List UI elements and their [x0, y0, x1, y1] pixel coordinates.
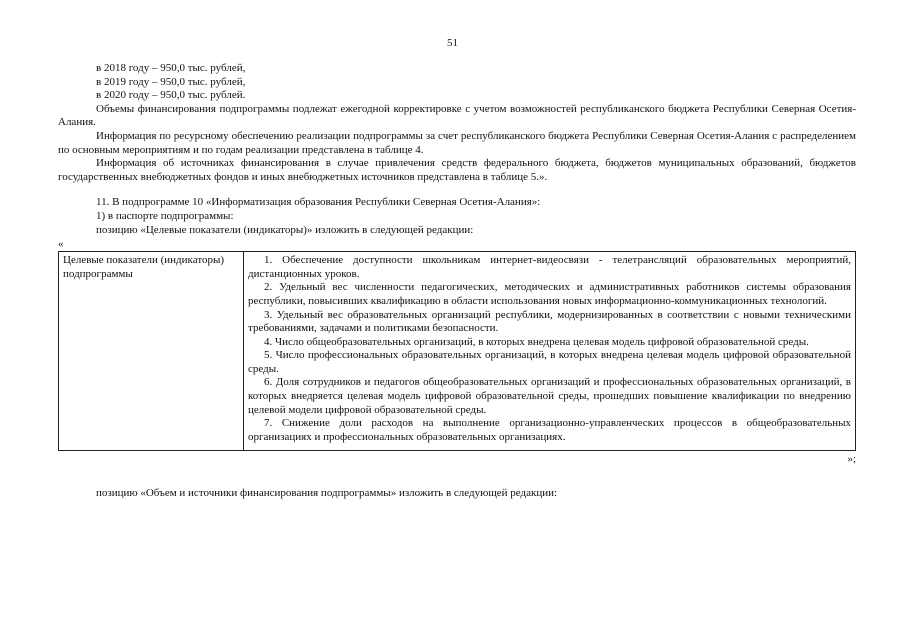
paragraph-financing-adjustment: Объемы финансирования подпрограммы подлежат ежегодной корректировке с учетом возможностей республиканского бюджета Республики Северная Осетия-Алания.	[58, 102, 856, 129]
indicator-item-3: 3. Удельный вес образовательных организаций республики, модернизированных в соответствии с новыми техническими требованиями, задачами и политиками безопасности.	[248, 308, 851, 335]
opening-quote: «	[58, 238, 64, 251]
indicator-item-7: 7. Снижение доли расходов на выполнение организационно-управленческих процессов в общеобразовательных организациях и профессиональных образовательных организациях.	[248, 417, 851, 443]
indicator-item-6: 6. Доля сотрудников и педагогов общеобразовательных организаций и профессиональных образовательных организаций, в которых внедряется целевая модель цифровой образовательной среды, прошедших повышение квалификации по внедрению целевой модели цифровой образовательной среды.	[248, 376, 851, 416]
indicators-label-cell: Целевые показатели (индикаторы) подпрограммы	[59, 252, 244, 451]
indicators-table	[58, 251, 856, 451]
indicator-item-5: 5. Число профессиональных образовательных организаций, в которых внедрена целевая модель цифровой образовательной среды.	[248, 349, 851, 375]
indicator-item-1: 1. Обеспечение доступности школьникам интернет-видеосвязи - телетрансляций образовательных мероприятий, дистанционных уроков.	[248, 254, 851, 280]
budget-line-2019: в 2019 году – 950,0 тыс. рублей,	[96, 75, 246, 88]
document-body	[58, 62, 856, 501]
budget-line-2020: в 2020 году – 950,0 тыс. рублей.	[96, 89, 246, 102]
closing-quote: »;	[847, 453, 856, 466]
final-instruction: позицию «Объем и источники финансирования подпрограммы» изложить в следующей редакции:	[96, 487, 558, 500]
section-subheading: 1) в паспорте подпрограммы:	[96, 209, 234, 222]
table-row	[59, 252, 856, 451]
indicator-item-4: 4. Число общеобразовательных организаций, в которых внедрена целевая модель цифровой образовательной среды.	[264, 335, 809, 348]
paragraph-funding-sources: Информация об источниках финансирования в случае привлечения средств федерального бюджета, бюджетов муниципальных образований, бюджетов государственных внебюджетных фондов и иных внебюджетных источников представлена в таблице 5.».	[58, 157, 856, 183]
budget-line-2018: в 2018 году – 950,0 тыс. рублей,	[96, 62, 246, 74]
section-instruction: позицию «Целевые показатели (индикаторы)» изложить в следующей редакции:	[96, 223, 474, 236]
indicator-item-2: 2. Удельный вес численности педагогических, методических и административных работников системы образования республики, повысивших квалификацию в области использования новых информационно-коммуникационных технологий.	[248, 281, 851, 307]
section-heading: 11. В подпрограмме 10 «Информатизация образования Республики Северная Осетия-Алания»:	[96, 196, 541, 209]
page-number: 51	[447, 37, 458, 49]
paragraph-resource-info: Информация по ресурсному обеспечению реализации подпрограммы за счет республиканского бюджета Республики Северная Осетия-Алания с распределением по основным мероприятиям и по годам реализации представлена в таблице 4.	[58, 129, 856, 156]
indicators-items-cell	[244, 252, 856, 451]
